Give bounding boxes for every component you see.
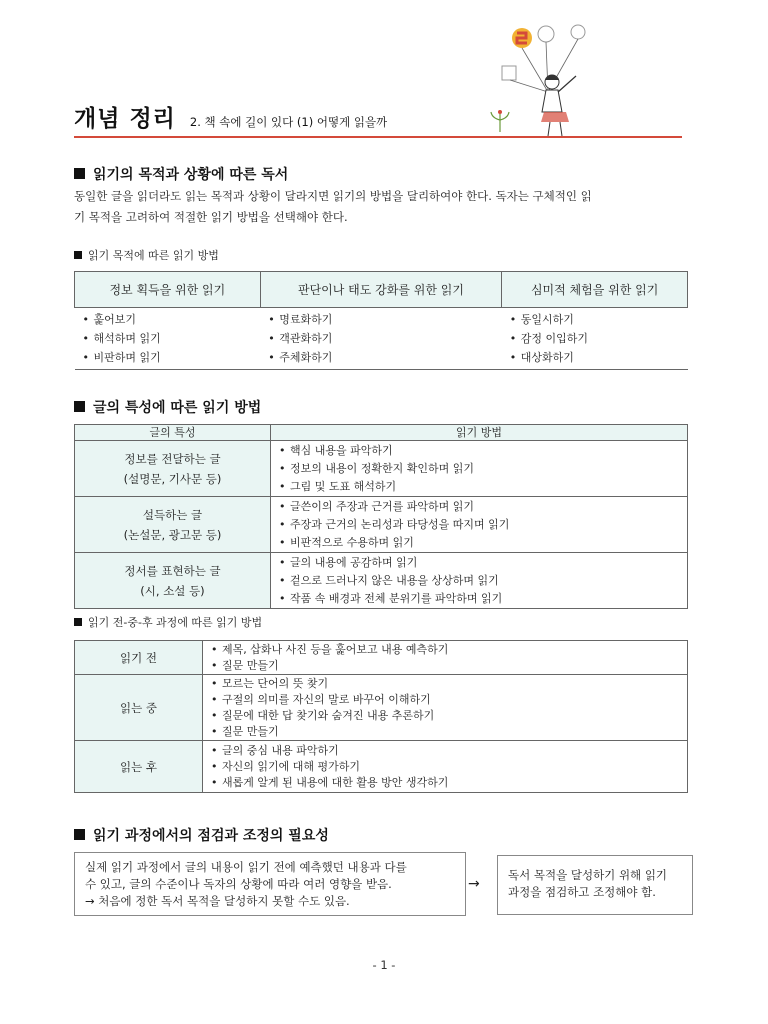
reading-process-table xyxy=(74,640,688,793)
reading-problem-box: 실제 읽기 과정에서 글의 내용이 읽기 전에 예측했던 내용과 다를 수 있고, 글의 수준이나 독자의 상황에 따라 여러 영향을 받음. → 처음에 정한 독서 목적을 달성하지 못할 수도 있음. xyxy=(74,852,466,916)
list-item: • 구절의 의미를 자신의 말로 바꾸어 이해하기 xyxy=(209,692,681,708)
list-item: • 글의 중심 내용 파악하기 xyxy=(209,743,681,759)
list-item: • 글의 내용에 공감하며 읽기 xyxy=(277,554,681,572)
list-item: • 해석하며 읽기 xyxy=(81,329,255,348)
text-features-table xyxy=(74,424,688,609)
list-item: • 겉으로 드러나지 않은 내용을 상상하며 읽기 xyxy=(277,572,681,590)
table-row xyxy=(75,641,688,675)
table-row xyxy=(75,741,688,793)
section-title-reading-purpose: 읽기의 목적과 상황에 따른 독서 xyxy=(74,164,288,184)
list-item: • 질문 만들기 xyxy=(209,724,681,740)
section-title-text-features: 글의 특성에 따른 읽기 방법 xyxy=(74,397,261,417)
table-cell xyxy=(502,308,688,370)
list-item: • 글쓴이의 주장과 근거를 파악하며 읽기 xyxy=(277,498,681,516)
list-item: • 제목, 삽화나 사진 등을 훑어보고 내용 예측하기 xyxy=(209,642,681,658)
square-bullet-icon xyxy=(74,168,85,179)
list-item: • 모르는 단어의 뜻 찾기 xyxy=(209,676,681,692)
list-item: • 비판적으로 수용하며 읽기 xyxy=(277,534,681,552)
table-row xyxy=(75,675,688,741)
table-cell xyxy=(271,553,688,609)
table-header: 판단이나 태도 강화를 위한 읽기 xyxy=(260,272,502,308)
row-label: 읽는 중 xyxy=(75,675,203,741)
row-label: 설득하는 글 (논설문, 광고문 등) xyxy=(75,497,271,553)
square-bullet-icon xyxy=(74,401,85,412)
list-item: • 자신의 읽기에 대해 평가하기 xyxy=(209,759,681,775)
list-item: • 질문 만들기 xyxy=(209,658,681,674)
list-item: • 감정 이입하기 xyxy=(508,329,682,348)
list-item: • 작품 속 배경과 전체 분위기를 파악하며 읽기 xyxy=(277,590,681,608)
list-item: • 동일시하기 xyxy=(508,310,682,329)
list-item: • 핵심 내용을 파악하기 xyxy=(277,442,681,460)
row-label: 읽기 전 xyxy=(75,641,203,675)
page-title: 개념 정리 xyxy=(74,106,176,132)
page-subtitle: 2. 책 속에 길이 있다 (1) 어떻게 읽을까 xyxy=(189,115,388,129)
list-item: • 비판하며 읽기 xyxy=(81,348,255,367)
list-item: • 주체화하기 xyxy=(266,348,496,367)
page-header xyxy=(74,100,387,130)
table-header: 읽기 방법 xyxy=(271,425,688,441)
table-cell xyxy=(75,308,261,370)
list-item: • 새롭게 알게 된 내용에 대한 활용 방안 생각하기 xyxy=(209,775,681,791)
square-bullet-icon xyxy=(74,251,82,259)
page-number: - 1 - xyxy=(372,958,396,972)
list-item: • 대상화하기 xyxy=(508,348,682,367)
reading-purpose-table xyxy=(74,271,688,370)
table-cell xyxy=(260,308,502,370)
table-cell xyxy=(203,741,688,793)
reading-solution-box: 독서 목적을 달성하기 위해 읽기 과정을 점검하고 조정해야 함. xyxy=(497,855,693,915)
table-cell xyxy=(271,441,688,497)
section-title-monitoring: 읽기 과정에서의 점검과 조정의 필요성 xyxy=(74,825,329,845)
list-item: • 훑어보기 xyxy=(81,310,255,329)
list-item: • 질문에 대한 답 찾기와 숨겨진 내용 추론하기 xyxy=(209,708,681,724)
table-header: 심미적 체험을 위한 읽기 xyxy=(502,272,688,308)
table-header: 정보 획득을 위한 읽기 xyxy=(75,272,261,308)
list-item: • 그림 및 도표 해석하기 xyxy=(277,478,681,496)
list-item: • 정보의 내용이 정확한지 확인하며 읽기 xyxy=(277,460,681,478)
girl-with-balloons-illustration xyxy=(480,20,600,138)
table-cell xyxy=(203,641,688,675)
table-cell xyxy=(203,675,688,741)
row-label: 읽는 후 xyxy=(75,741,203,793)
table-header: 글의 특성 xyxy=(75,425,271,441)
table-row xyxy=(75,441,688,497)
table-row xyxy=(75,553,688,609)
table-cell xyxy=(271,497,688,553)
square-bullet-icon xyxy=(74,829,85,840)
subsection-title-purpose-methods: 읽기 목적에 따른 읽기 방법 xyxy=(74,247,219,263)
table-row xyxy=(75,497,688,553)
right-arrow-icon: → xyxy=(468,876,480,892)
row-label: 정서를 표현하는 글 (시, 소설 등) xyxy=(75,553,271,609)
row-label: 정보를 전달하는 글 (설명문, 기사문 등) xyxy=(75,441,271,497)
list-item: • 객관화하기 xyxy=(266,329,496,348)
list-item: • 주장과 근거의 논리성과 타당성을 따지며 읽기 xyxy=(277,516,681,534)
list-item: • 명료화하기 xyxy=(266,310,496,329)
square-bullet-icon xyxy=(74,618,82,626)
section-paragraph: 동일한 글을 읽더라도 읽는 목적과 상황이 달라지면 읽기의 방법을 달리하여야 한다. 독자는 구체적인 읽 기 목적을 고려하여 적절한 읽기 방법을 선택해야 한다. xyxy=(74,189,592,224)
subsection-title-process-methods: 읽기 전-중-후 과정에 따른 읽기 방법 xyxy=(74,614,262,630)
